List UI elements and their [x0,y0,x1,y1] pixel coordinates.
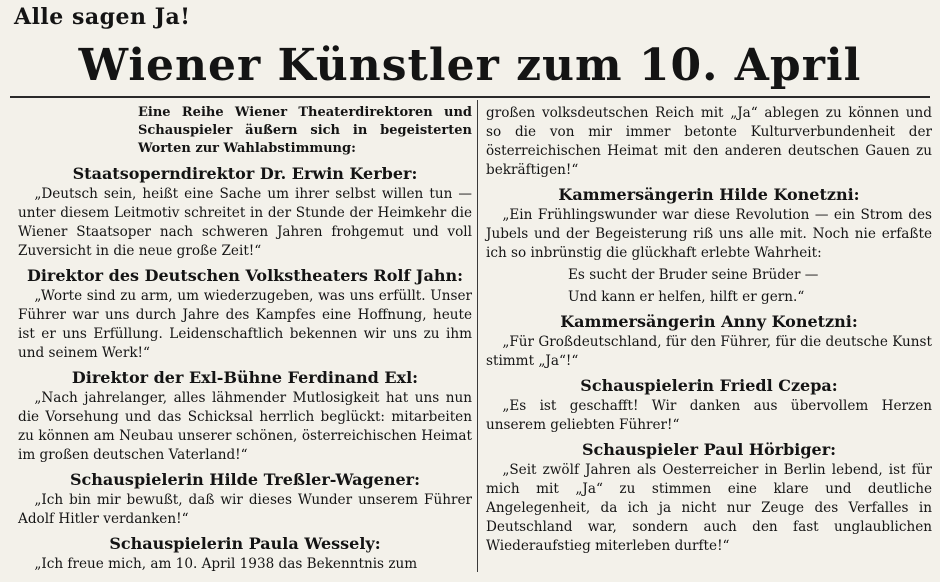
speaker-hilde-konetzni: Kammersängerin Hilde Konetzni: [558,185,860,204]
left-column [18,104,472,577]
quote-wessely: „Ich freue mich, am 10. April 1938 das Bekenntnis zum [34,556,418,572]
quote-exl: „Nach jahrelanger, alles lähmender Mutlosigkeit hat uns nun die Vorsehung und das Schicksal herrlich beglückt: mitarbeiten zu können am Neubau unserer schönen, österreichischen Heimat im großen deutschen Vaterland!“ [18,390,472,463]
speaker-anny-konetzni: Kammersängerin Anny Konetzni: [560,312,858,331]
quote-kerber: „Deutsch sein, heißt eine Sache um ihrer selbst willen tun — unter diesem Leitmotiv schreitet in der Stunde der Heimkehr die Wiener Staatsoper nach schweren Jahren frohgemut und voll Zuversicht in die neue große Zeit!“ [18,186,472,259]
column-divider [477,100,478,572]
speaker-hoerbiger: Schauspieler Paul Hörbiger: [581,440,837,459]
speaker-wessely: Schauspielerin Paula Wessely: [109,534,381,553]
quote-anny-konetzni: „Für Großdeutschland, für den Führer, für die deutsche Kunst stimmt „Ja“!“ [486,334,932,369]
lead-paragraph: Eine Reihe Wiener Theaterdirektoren und Schauspieler äußern sich in begeisterten Worten zur Wahlabstimmung: [138,105,472,156]
verse-line-1: Es sucht der Bruder seine Brüder — [568,267,819,283]
quote-czepa: „Es ist geschafft! Wir danken aus übervollem Herzen unserem geliebten Führer!“ [486,398,932,433]
quote-jahn: „Worte sind zu arm, um wiederzugeben, was uns erfüllt. Unser Führer war uns durch Jahre des Kampfes eine Hoffnung, heute ist er uns Erfüllung. Leidenschaftlich bekennen wir uns zu ihm und seinem Werk!“ [18,288,472,361]
speaker-tressler: Schauspielerin Hilde Treßler-Wagener: [70,470,420,489]
quote-hilde-konetzni: „Ein Frühlingswunder war diese Revolution — ein Strom des Jubels und der Begeisterung riß uns alle mit. Noch nie erfaßte ich so inbrünstig die glückhaft erlebte Wahrheit: [486,207,932,261]
headline-rule [10,96,930,98]
speaker-kerber: Staatsoperndirektor Dr. Erwin Kerber: [72,164,418,183]
speaker-czepa: Schauspielerin Friedl Czepa: [580,376,838,395]
headline: Wiener Künstler zum 10. April [78,40,862,91]
quote-wessely-continued: großen volksdeutschen Reich mit „Ja“ ablegen zu können und so die von mir immer betonte Kulturverbundenheit der österreichischen Heimat mit den anderen deutschen Gauen zu bekräftigen!“ [486,105,932,178]
quote-tressler: „Ich bin mir bewußt, daß wir dieses Wunder unserem Führer Adolf Hitler verdanken!“ [18,492,472,527]
quote-hoerbiger: „Seit zwölf Jahren als Oesterreicher in Berlin lebend, ist für mich mit „Ja“ zu stimmen eine klare und deutliche Angelegenheit, da ich ja nicht nur Zeuge des Verfalles in Deutschland war, sondern auch den fast unglaublichen Wiederaufstieg miterleben durfte!“ [486,462,932,554]
speaker-exl: Direktor der Exl-Bühne Ferdinand Exl: [71,368,419,387]
verse-line-2: Und kann er helfen, hilft er gern.“ [568,289,805,305]
speaker-jahn: Direktor des Deutschen Volkstheaters Rolf Jahn: [26,266,464,285]
right-column [486,104,932,559]
kicker: Alle sagen Ja! [14,4,191,30]
